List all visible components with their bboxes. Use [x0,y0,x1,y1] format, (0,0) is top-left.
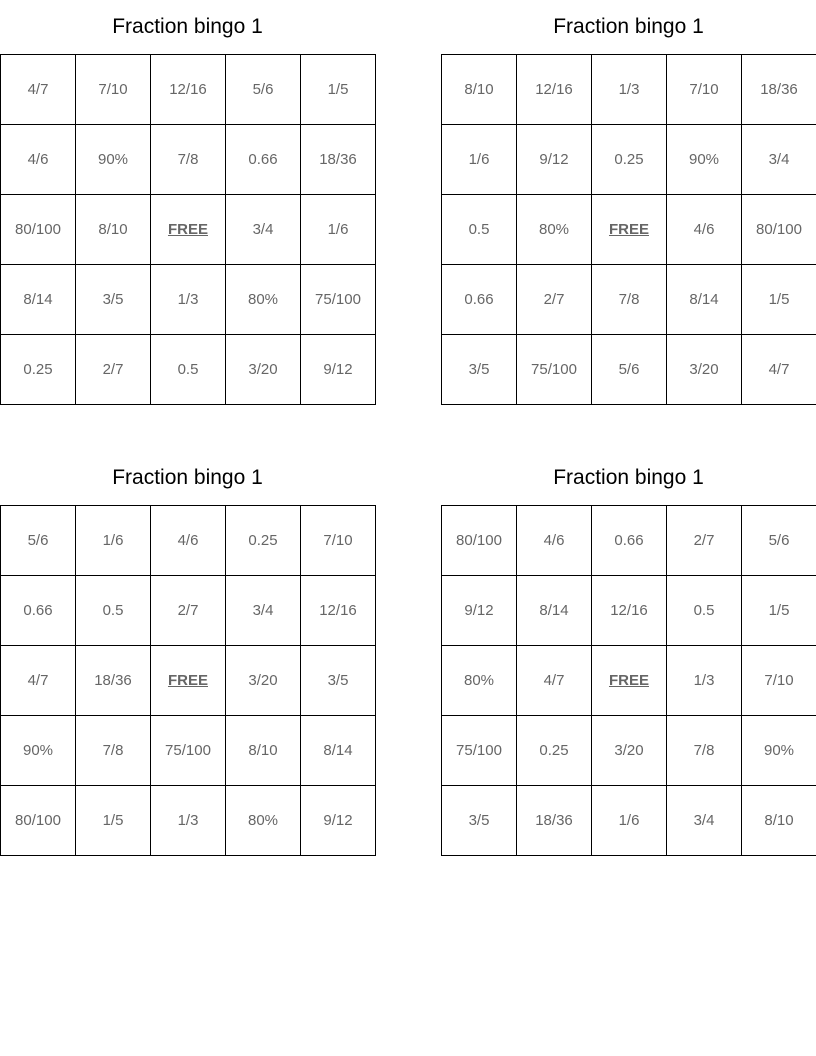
grid-cell: 7/8 [151,125,226,195]
grid-cell: 3/4 [226,195,301,265]
grid-cell: 18/36 [301,125,376,195]
card-title: Fraction bingo 1 [112,466,263,489]
grid-cell: 7/10 [301,506,376,576]
grid-cell: 7/10 [76,55,151,125]
card-title: Fraction bingo 1 [553,15,704,38]
grid-cell: 18/36 [517,786,592,856]
grid-cell: 3/5 [301,646,376,716]
grid-cell: 5/6 [1,506,76,576]
grid-cell: 1/3 [592,55,667,125]
grid-cell: 1/5 [76,786,151,856]
grid-cell: 80% [226,265,301,335]
grid-cell: 1/3 [667,646,742,716]
grid-cell: 3/5 [442,335,517,405]
grid-cell: 3/5 [442,786,517,856]
grid-cell: 80/100 [742,195,816,265]
grid-cell: 12/16 [301,576,376,646]
grid-row [1,716,376,786]
grid-cell: 4/6 [517,506,592,576]
bingo-grid [441,505,816,856]
grid-cell: 0.66 [1,576,76,646]
grid-cell: 1/6 [76,506,151,576]
grid-cell: 1/6 [592,786,667,856]
grid-cell: 90% [76,125,151,195]
bingo-grid [0,505,376,856]
grid-cell: 9/12 [301,786,376,856]
grid-cell: 8/10 [442,55,517,125]
grid-cell: 0.25 [592,125,667,195]
grid-row [1,506,376,576]
grid-cell: 4/6 [667,195,742,265]
grid-cell: 7/10 [667,55,742,125]
grid-cell: 4/7 [1,55,76,125]
grid-cell: 80% [226,786,301,856]
grid-cell: 80/100 [442,506,517,576]
grid-cell: 8/10 [226,716,301,786]
grid-row [442,716,816,786]
grid-cell: 7/8 [667,716,742,786]
grid-cell: 8/10 [76,195,151,265]
free-space: FREE [592,195,667,265]
grid-row [1,335,376,405]
grid-cell: 1/5 [742,576,816,646]
grid-cell: 12/16 [151,55,226,125]
free-space: FREE [151,195,226,265]
grid-cell: 3/4 [742,125,816,195]
bingo-grid [441,54,816,405]
grid-cell: 4/6 [1,125,76,195]
grid-row [442,506,816,576]
grid-cell: 5/6 [592,335,667,405]
grid-row [442,265,816,335]
grid-cell: 0.25 [226,506,301,576]
card-title: Fraction bingo 1 [553,466,704,489]
grid-cell: 3/4 [226,576,301,646]
grid-cell: 3/5 [76,265,151,335]
grid-cell: 8/10 [742,786,816,856]
grid-cell: 4/6 [151,506,226,576]
grid-cell: 0.66 [592,506,667,576]
grid-cell: 12/16 [592,576,667,646]
bingo-grid [0,54,376,405]
grid-cell: 75/100 [517,335,592,405]
grid-cell: 5/6 [742,506,816,576]
grid-cell: 1/5 [301,55,376,125]
grid-row [442,55,816,125]
grid-cell: 90% [667,125,742,195]
grid-cell: 0.66 [226,125,301,195]
grid-cell: 9/12 [301,335,376,405]
grid-row [1,55,376,125]
grid-cell: 4/7 [1,646,76,716]
grid-cell: 1/6 [442,125,517,195]
grid-cell: 7/8 [76,716,151,786]
grid-cell: 75/100 [442,716,517,786]
grid-cell: 0.5 [151,335,226,405]
grid-row [1,786,376,856]
grid-row [442,335,816,405]
grid-cell: 2/7 [517,265,592,335]
grid-cell: 75/100 [301,265,376,335]
grid-cell: 0.5 [667,576,742,646]
bingo-card-2 [441,0,816,405]
grid-cell: 80/100 [1,786,76,856]
grid-cell: 80% [442,646,517,716]
grid-cell: 1/3 [151,265,226,335]
grid-row [1,195,376,265]
grid-row [442,576,816,646]
grid-cell: 18/36 [742,55,816,125]
grid-cell: 3/20 [226,335,301,405]
grid-cell: 2/7 [667,506,742,576]
grid-cell: 8/14 [1,265,76,335]
free-space: FREE [151,646,226,716]
grid-cell: 7/10 [742,646,816,716]
grid-cell: 9/12 [442,576,517,646]
grid-cell: 3/20 [667,335,742,405]
grid-cell: 8/14 [517,576,592,646]
grid-cell: 3/4 [667,786,742,856]
grid-cell: 80/100 [1,195,76,265]
grid-row [442,786,816,856]
grid-row [1,265,376,335]
grid-row [442,646,816,716]
grid-cell: 90% [742,716,816,786]
bingo-card-4 [441,451,816,856]
grid-cell: 1/3 [151,786,226,856]
grid-cell: 3/20 [592,716,667,786]
grid-cell: 90% [1,716,76,786]
grid-cell: 18/36 [76,646,151,716]
grid-cell: 12/16 [517,55,592,125]
grid-row [1,125,376,195]
grid-cell: 1/6 [301,195,376,265]
grid-row [442,195,816,265]
free-space: FREE [592,646,667,716]
grid-cell: 3/20 [226,646,301,716]
bingo-card-1 [0,0,375,405]
grid-cell: 2/7 [151,576,226,646]
grid-cell: 0.5 [76,576,151,646]
grid-cell: 1/5 [742,265,816,335]
grid-cell: 0.25 [517,716,592,786]
grid-cell: 0.5 [442,195,517,265]
grid-row [1,576,376,646]
grid-cell: 2/7 [76,335,151,405]
bingo-card-3 [0,451,375,856]
grid-cell: 80% [517,195,592,265]
grid-cell: 0.25 [1,335,76,405]
grid-cell: 8/14 [667,265,742,335]
grid-cell: 4/7 [742,335,816,405]
grid-cell: 0.66 [442,265,517,335]
card-title: Fraction bingo 1 [112,15,263,38]
grid-cell: 7/8 [592,265,667,335]
grid-cell: 75/100 [151,716,226,786]
grid-cell: 4/7 [517,646,592,716]
grid-row [1,646,376,716]
grid-cell: 8/14 [301,716,376,786]
grid-cell: 5/6 [226,55,301,125]
grid-cell: 9/12 [517,125,592,195]
grid-row [442,125,816,195]
